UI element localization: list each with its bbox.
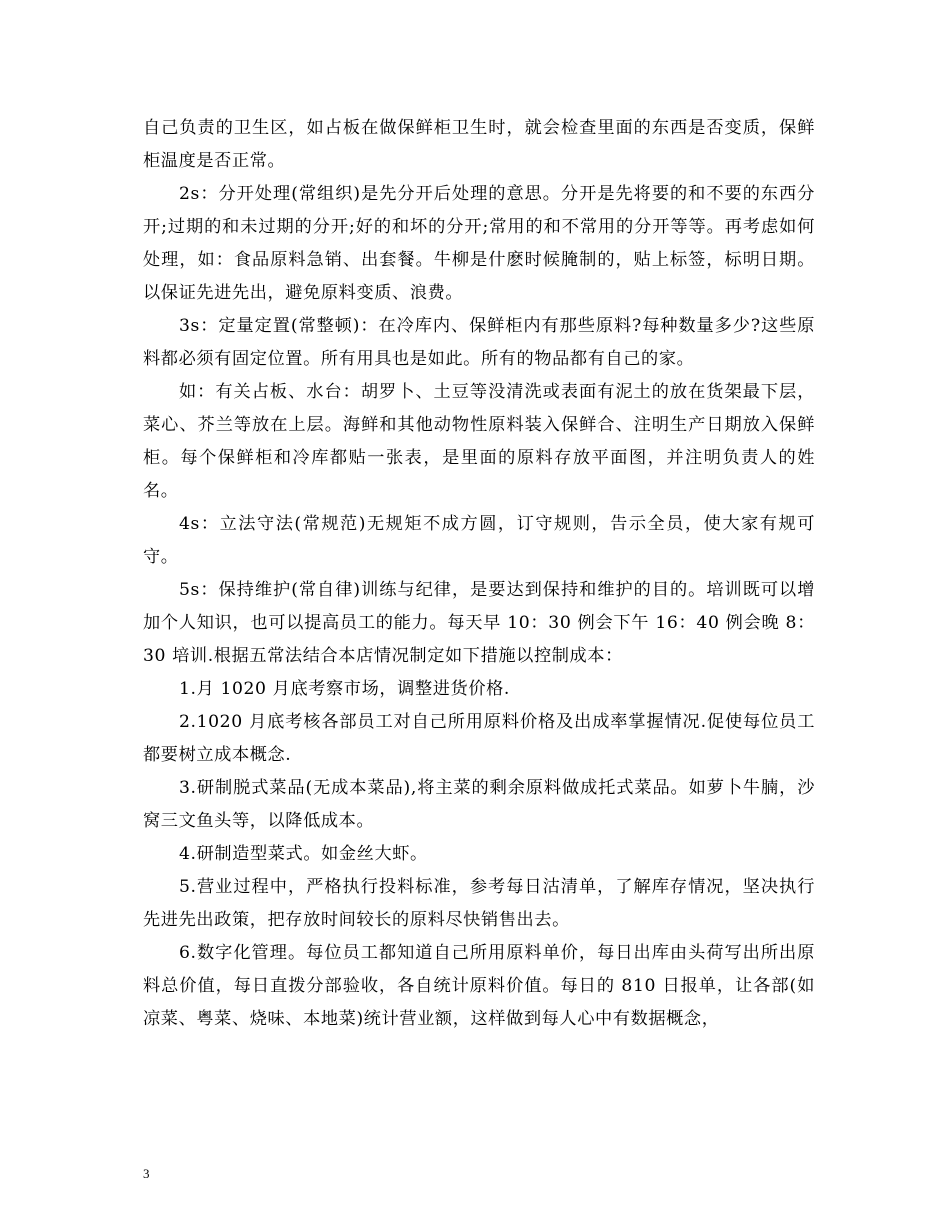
paragraph: 3s：定量定置(常整顿)：在冷库内、保鲜柜内有那些原料?每种数量多少?这些原料都必须有固定位置。所有用具也是如此。所有的物品都有自己的家。 <box>143 316 815 369</box>
list-item: 5.营业过程中，严格执行投料标准，参考每日沽清单，了解库存情况，坚决执行先进先出政策，把存放时间较长的原料尽快销售出去。 <box>143 877 815 930</box>
paragraph: 4s：立法守法(常规范)无规矩不成方圆，订守规则，告示全员，使大家有规可守。 <box>143 514 815 567</box>
paragraph: 2s：分开处理(常组织)是先分开后处理的意思。分开是先将要的和不要的东西分开;过期的和未过期的分开;好的和坏的分开;常用的和不常用的分开等等。再考虑如何处理，如：食品原料急销、出套餐。牛柳是什麽时候腌制的，贴上标签，标明日期。以保证先进先出，避免原料变质、浪费。 <box>143 184 815 303</box>
body-text <box>143 112 815 1036</box>
paragraph: 自己负责的卫生区，如占板在做保鲜柜卫生时，就会检查里面的东西是否变质，保鲜柜温度是否正常。 <box>143 118 815 171</box>
paragraph: 如：有关占板、水台：胡罗卜、土豆等没清洗或表面有泥土的放在货架最下层，菜心、芥兰等放在上层。海鲜和其他动物性原料装入保鲜合、注明生产日期放入保鲜柜。每个保鲜柜和冷库都贴一张表，是里面的原料存放平面图，并注明负责人的姓名。 <box>143 382 815 501</box>
page-number: 3 <box>143 1166 150 1181</box>
paragraph: 5s：保持维护(常自律)训练与纪律，是要达到保持和维护的目的。培训既可以增加个人知识，也可以提高员工的能力。每天早 10：30 例会下午 16：40 例会晚 8：30 培训.根据五常法结合本店情况制定如下措施以控制成本： <box>143 580 815 666</box>
list-item: 4.研制造型菜式。如金丝大虾。 <box>179 844 428 864</box>
list-item: 2.1020 月底考核各部员工对自己所用原料价格及出成率掌握情况.促使每位员工都要树立成本概念. <box>143 712 815 765</box>
list-item: 1.月 1020 月底考察市场，调整进货价格. <box>179 679 510 699</box>
list-item: 3.研制脱式菜品(无成本菜品),将主菜的剩余原料做成托式菜品。如萝卜牛腩，沙窝三文鱼头等，以降低成本。 <box>143 778 815 831</box>
list-item: 6.数字化管理。每位员工都知道自己所用原料单价，每日出库由头荷写出所出原料总价值，每日直拨分部验收，各自统计原料价值。每日的 810 日报单，让各部(如凉菜、粤菜、烧味、本地菜)统计营业额，这样做到每人心中有数据概念， <box>143 943 815 1029</box>
